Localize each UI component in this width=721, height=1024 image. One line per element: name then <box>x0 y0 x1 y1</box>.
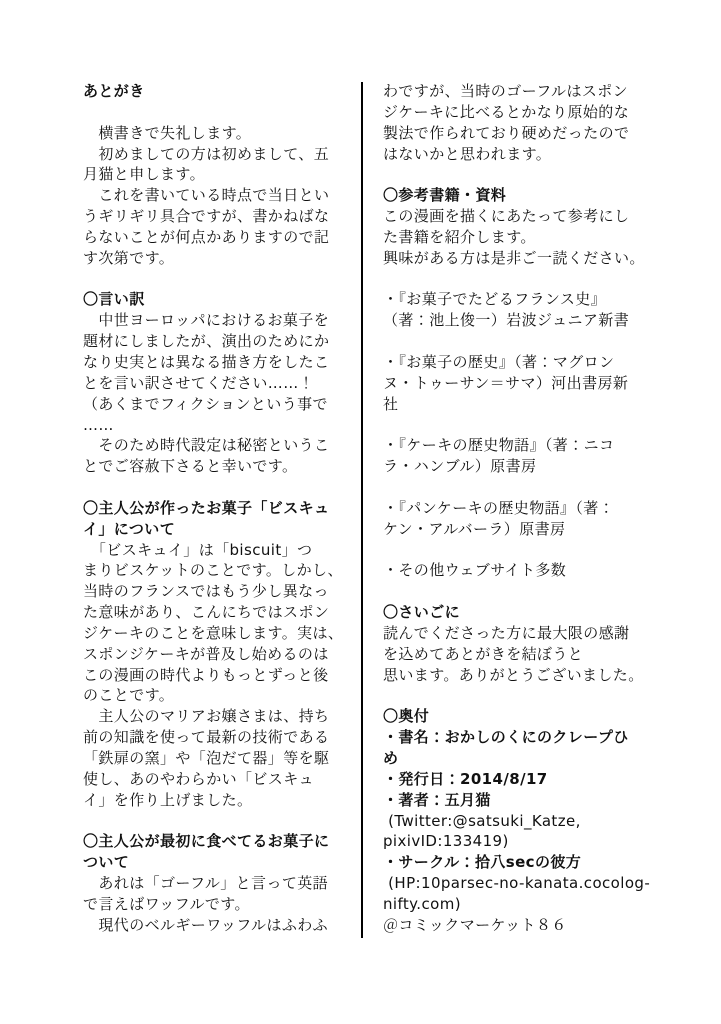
text-line: 「ビスキュイ」は「biscuit」つ <box>83 540 313 559</box>
text-line: スポンジケーキが普及し始めるのは <box>83 644 329 663</box>
blank-line <box>83 811 355 832</box>
blank-line <box>383 164 675 185</box>
blank-line <box>383 331 675 352</box>
text-line: なり史実とは異なる描き方をしたこ <box>83 352 330 371</box>
text-line: ヌ・トゥーサン＝サマ）河出書房新 <box>383 373 629 392</box>
text-line: ・『お菓子の歴史』（著：マグロン <box>383 352 615 371</box>
text-line: 初めましての方は初めまして、五 <box>83 144 330 163</box>
text-line: ・『お菓子でたどるフランス史』 <box>383 290 607 309</box>
text-line: 題材にしましたが、演出のためにか <box>83 332 330 351</box>
text-line: 思います。ありがとうございました。 <box>383 665 644 684</box>
text-line: 「鉄扉の窯」や「泡だて器」等を駆 <box>83 749 330 767</box>
text-line: ・発行日：2014/8/17 <box>383 769 548 788</box>
text-line: pixivID:133419) <box>383 832 509 851</box>
blank-line <box>383 415 675 436</box>
text-line: とでご容赦下さると幸いです。 <box>83 457 298 476</box>
section-heading: 〇言い訳 <box>83 290 145 309</box>
text-line: ・『パンケーキの歴史物語』（著： <box>383 498 615 517</box>
text-line: まりビスケットのことです。しかし、 <box>83 561 343 580</box>
section-heading: あとがき <box>83 82 145 100</box>
text-line: ケン・アルバーラ）原書房 <box>383 519 566 538</box>
text-line: 社 <box>383 394 399 413</box>
section-heading: 〇奥付 <box>383 707 430 726</box>
text-line: （著：池上俊一）岩波ジュニア新書 <box>383 311 630 330</box>
text-line: そのため時代設定は秘密というこ <box>83 436 330 455</box>
text-line: ・その他ウェブサイト多数 <box>383 561 567 580</box>
text-line: た書籍を紹介します。 <box>383 227 536 246</box>
text-line: (HP:10parsec-no-kanata.cocolog- <box>383 874 651 893</box>
text-line: 読んでくださった方に最大限の感謝 <box>383 623 630 642</box>
text-line: とを言い訳させてください……！ <box>83 373 315 392</box>
text-line: で言えばワッフルです。 <box>83 894 250 913</box>
text-line: た意味があり、こんにちではスポン <box>83 603 330 622</box>
text-line: 使し、あのやわらかい「ビスキュ <box>83 769 315 788</box>
text-line: ＠コミックマーケット８６ <box>383 915 567 934</box>
text-line: 製法で作られており硬めだったので <box>383 123 630 142</box>
text-line: わですが、当時のゴーフルはスポン <box>383 82 629 100</box>
blank-line <box>83 102 355 123</box>
text-line: す次第です。 <box>83 248 175 267</box>
text-line: ・書名：おかしのくにのクレープひ <box>383 728 629 747</box>
blank-line <box>383 540 675 561</box>
text-line: を込めてあとがきを結ぼうと <box>383 644 584 663</box>
section-heading: イ」について <box>83 519 176 538</box>
blank-line <box>383 685 675 706</box>
section-heading: 〇さいごに <box>383 603 461 622</box>
text-line: 中世ヨーロッパにおけるお菓子を <box>83 311 330 330</box>
text-line: この漫画を描くにあたって参考にし <box>383 207 630 226</box>
text-line: はないかと思われます。 <box>383 144 552 163</box>
text-line: （あくまでフィクションという事で <box>83 394 328 413</box>
text-line: ・サークル：拾八secの彼方 <box>383 853 582 872</box>
text-line: らないことが何点かありますので記 <box>83 227 330 246</box>
text-line: うギリギリ具合ですが、書かねばな <box>83 207 330 226</box>
text-line: ・著者：五月猫 <box>383 790 491 809</box>
text-line: ジケーキのことを意味します。実は、 <box>83 623 344 642</box>
text-line: ・『ケーキの歴史物語』（著：ニコ <box>383 436 615 455</box>
section-heading: 〇主人公が作ったお菓子「ビスキュ <box>83 498 330 517</box>
text-line: 当時のフランスではもう少し異なっ <box>83 582 329 601</box>
text-line: あれは「ゴーフル」と言って英語 <box>83 874 329 893</box>
text-line: ジケーキに比べるとかなり原始的な <box>383 102 630 121</box>
text-line: ラ・ハンブル）原書房 <box>383 457 537 476</box>
blank-line <box>383 477 675 498</box>
blank-line <box>83 269 355 290</box>
text-line: 前の知識を使って最新の技術である <box>83 728 330 747</box>
text-line: nifty.com) <box>383 894 461 913</box>
text-line: …… <box>83 415 114 434</box>
text-line: 横書きで失礼します。 <box>83 123 252 142</box>
right-text-column <box>383 81 675 936</box>
text-line: 興味がある方は是非ご一読ください。 <box>383 248 645 267</box>
section-heading: 〇参考書籍・資料 <box>383 186 507 205</box>
column-divider <box>361 82 363 938</box>
left-text-column <box>83 81 355 936</box>
text-line: 月猫と申します。 <box>83 165 206 184</box>
text-line: この漫画の時代よりもっとずっと後 <box>83 665 329 684</box>
text-line: イ」を作り上げました。 <box>83 790 253 809</box>
text-line: 現代のベルギーワッフルはふわふ <box>83 915 329 934</box>
text-line: め <box>383 749 399 767</box>
blank-line <box>383 581 675 602</box>
text-line: これを書いている時点で当日とい <box>83 186 330 205</box>
section-heading: 〇主人公が最初に食べてるお菓子に <box>83 832 330 851</box>
text-line: のことです。 <box>83 686 175 705</box>
section-heading: ついて <box>83 853 130 872</box>
blank-line <box>383 269 675 290</box>
text-line: 主人公のマリアお嬢さまは、持ち <box>83 707 330 726</box>
blank-line <box>83 477 355 498</box>
text-line: (Twitter:@satsuki_Katze, <box>383 811 581 830</box>
